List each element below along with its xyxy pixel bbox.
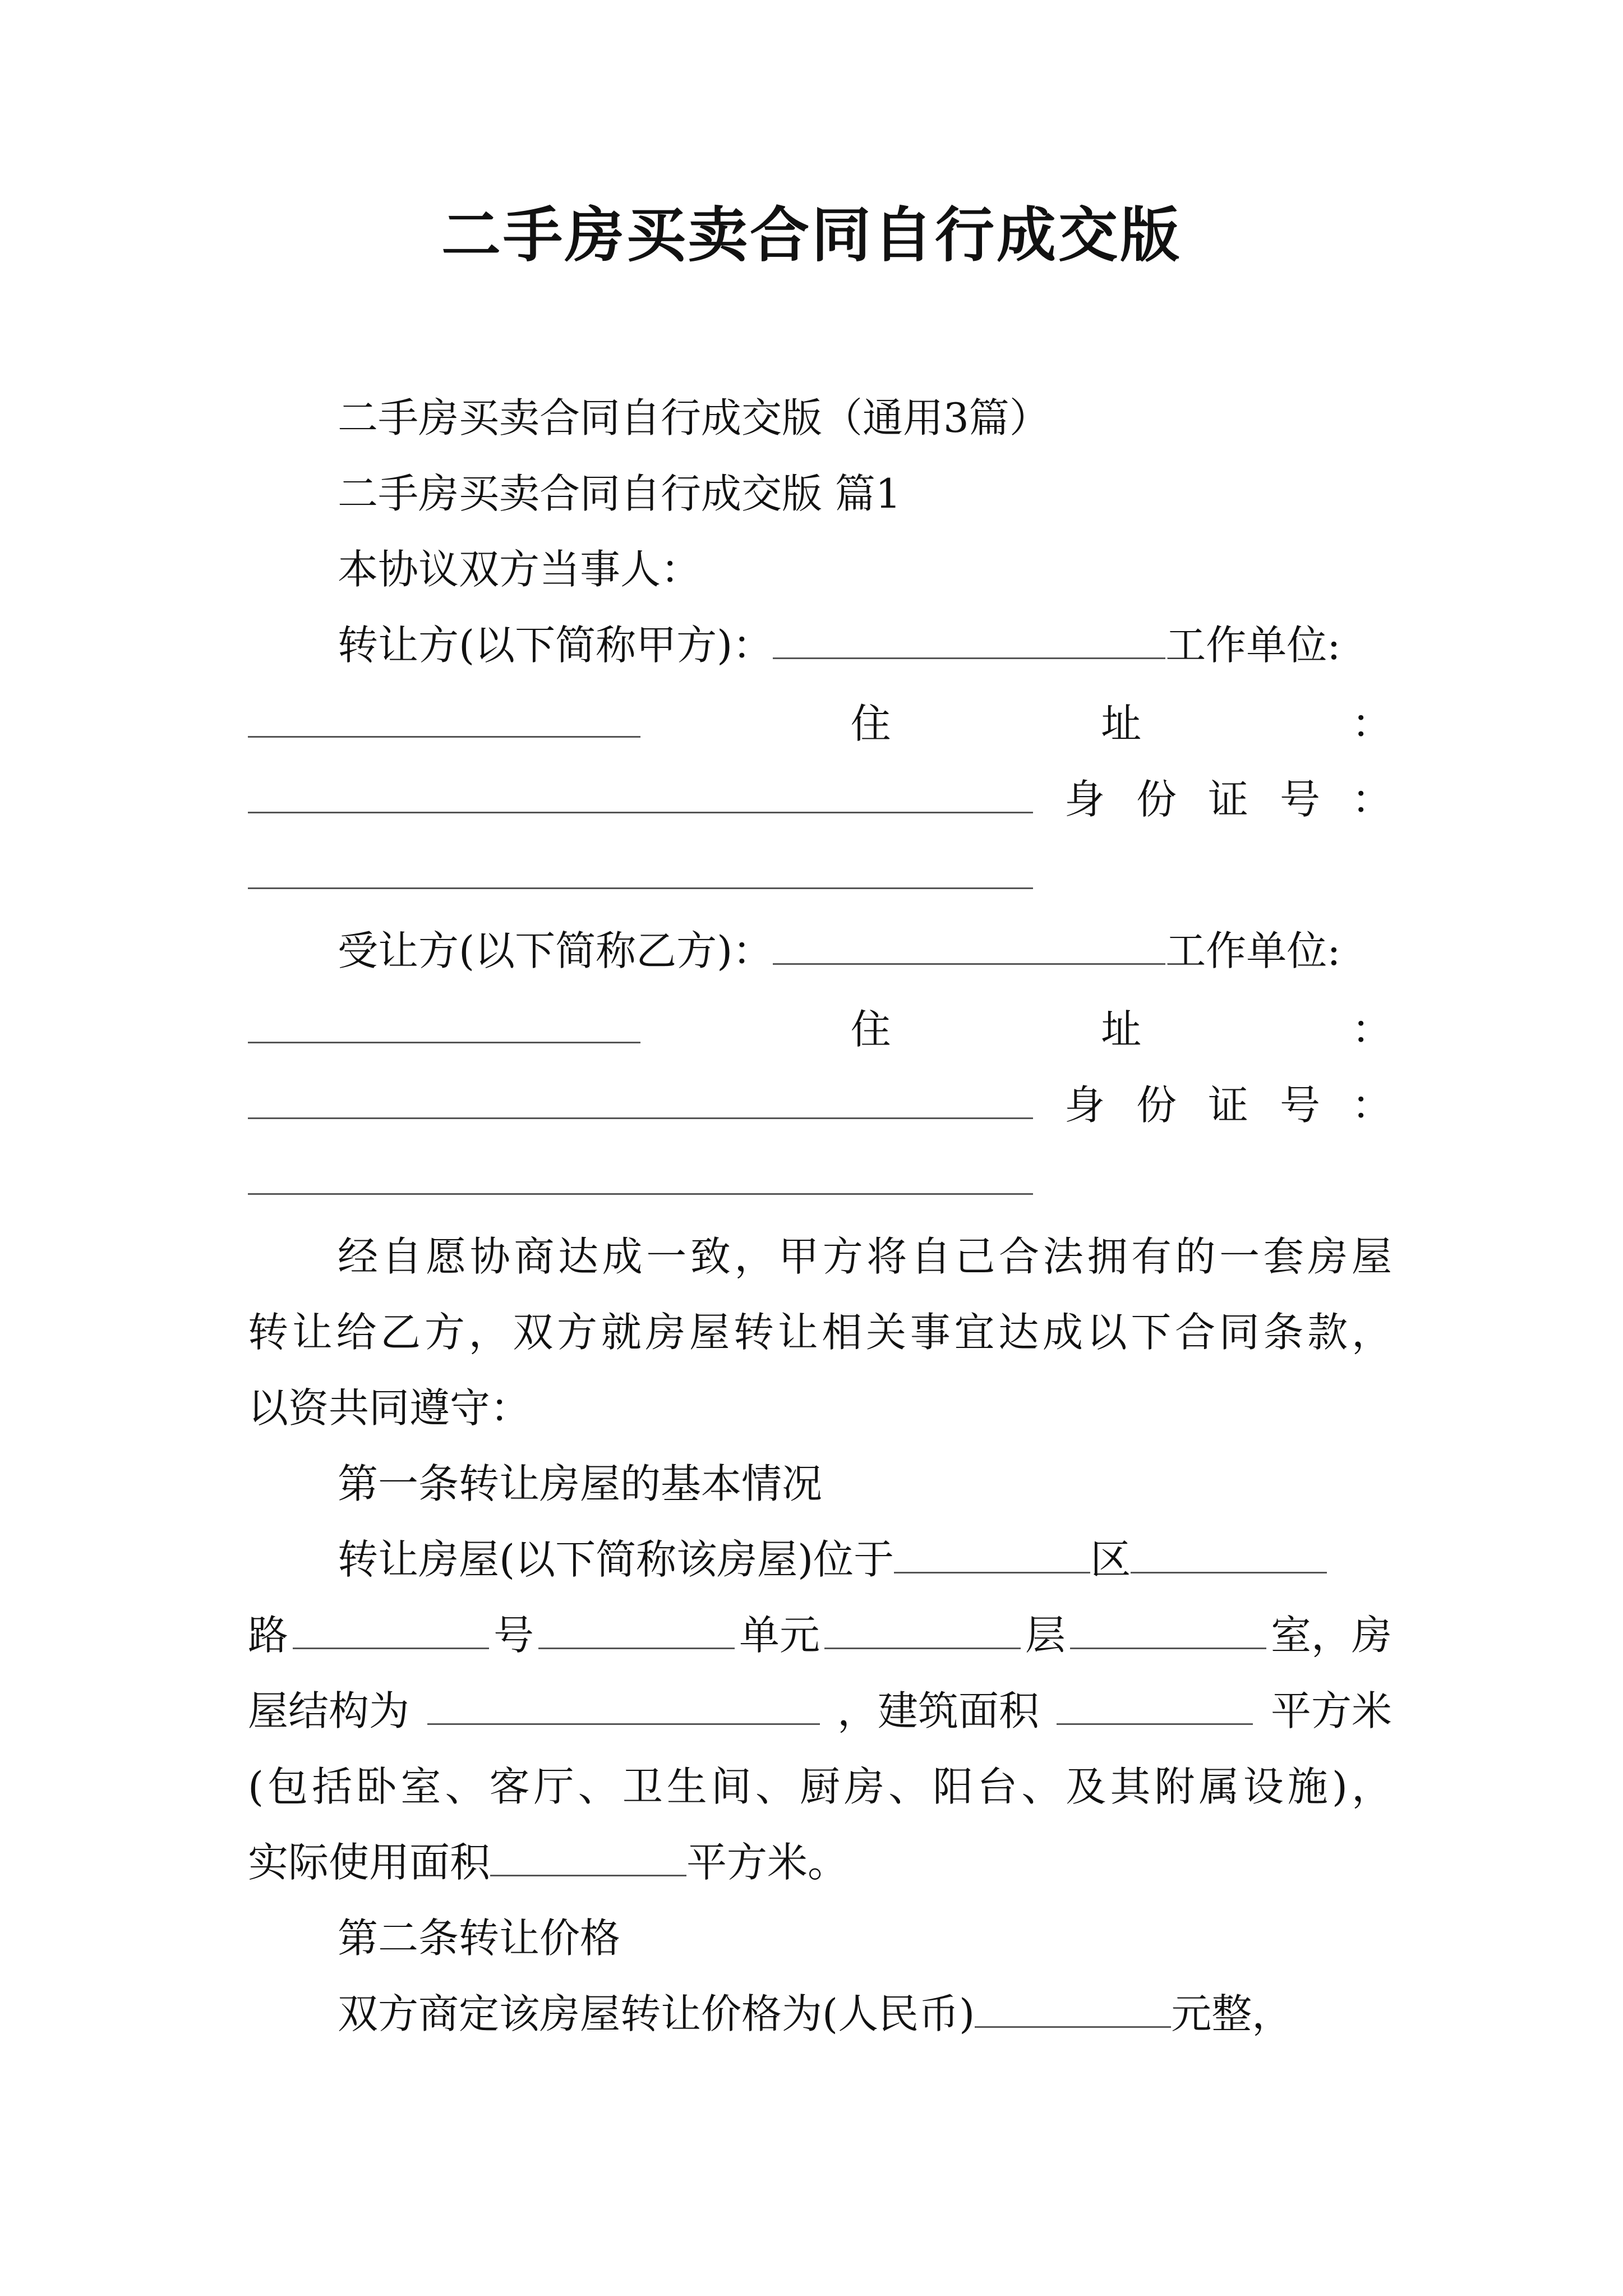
sqm-label: 平方米 — [1270, 1687, 1392, 1734]
transferee-name-blank[interactable] — [773, 915, 1165, 965]
room-blank[interactable] — [1070, 1599, 1266, 1649]
floor-blank[interactable] — [824, 1599, 1021, 1649]
transferor-address-line — [248, 684, 1392, 763]
unit-blank[interactable] — [538, 1599, 735, 1649]
usable-area-blank[interactable] — [490, 1826, 686, 1876]
transferor-address-blank[interactable] — [248, 763, 1033, 813]
number-label: 号 — [493, 1612, 534, 1659]
article2-price-line — [248, 1975, 1392, 2053]
usable-suffix: 平方米。 — [686, 1839, 849, 1886]
transferor-id-blank[interactable] — [248, 839, 1033, 889]
transferor-line — [248, 606, 1392, 684]
location-prefix: 转让房屋(以下简称该房屋)位于 — [338, 1536, 895, 1583]
address-colon: ： — [1351, 1006, 1392, 1053]
transferee-address-line — [248, 990, 1392, 1069]
transferee-work-unit-label: 工作单位: — [1165, 927, 1341, 974]
intro-line: 经自愿协商达成一致，甲方将自己合法拥有的一套房屋 — [338, 1233, 1392, 1280]
address-colon: ： — [1351, 700, 1392, 747]
id-char: 份 — [1136, 1082, 1177, 1129]
intro-line: 转让给乙方，双方就房屋转让相关事宜达成以下合同条款， — [248, 1309, 1392, 1356]
number-blank[interactable] — [293, 1599, 489, 1649]
area-prefix: ，建筑面积 — [837, 1687, 1039, 1734]
address-char: 住 — [850, 700, 891, 747]
district-label: 区 — [1090, 1536, 1131, 1583]
id-colon: ： — [1351, 1082, 1392, 1129]
transferor-label: 转让方(以下简称甲方)： — [338, 622, 773, 669]
part-heading: 二手房买卖合同自行成交版 篇1 — [338, 470, 901, 517]
usable-prefix: 实际使用面积 — [248, 1839, 491, 1886]
price-blank[interactable] — [975, 1978, 1171, 2028]
structure-prefix: 屋结构为 — [248, 1687, 410, 1734]
transferee-work-unit-blank[interactable] — [248, 993, 640, 1043]
id-char: 号 — [1279, 1082, 1320, 1129]
id-char: 份 — [1136, 776, 1177, 823]
road-label: 路 — [248, 1612, 289, 1659]
id-char: 号 — [1279, 776, 1320, 823]
transferor-work-unit-label: 工作单位: — [1165, 622, 1341, 669]
transferee-id-blank-line — [248, 1142, 1392, 1220]
transferee-label: 受让方(以下简称乙方)： — [338, 927, 773, 974]
address-char: 址 — [1101, 700, 1142, 747]
structure-blank[interactable] — [427, 1675, 820, 1725]
road-blank[interactable] — [1131, 1524, 1327, 1573]
article1-address-line — [248, 1596, 1392, 1674]
transferee-id-line — [248, 1066, 1392, 1144]
article1-includes-line: (包括卧室、客厅、卫生间、厨房、阳台、及其附属设施)， — [248, 1763, 1392, 1810]
transferor-id-blank-line — [248, 836, 1392, 914]
transferor-name-blank[interactable] — [773, 609, 1165, 659]
article1-location-line — [248, 1520, 1392, 1599]
article2-heading: 第二条转让价格 — [338, 1915, 621, 1962]
article1-usable-line — [248, 1823, 1392, 1902]
transferee-line — [248, 912, 1392, 990]
transferor-id-line — [248, 760, 1392, 839]
article1-structure-line — [248, 1672, 1392, 1750]
id-char: 证 — [1207, 1082, 1248, 1129]
id-char: 证 — [1207, 776, 1248, 823]
price-suffix: 元整， — [1171, 1990, 1293, 2037]
floor-label: 层 — [1025, 1612, 1066, 1659]
address-char: 址 — [1101, 1006, 1142, 1053]
address-char: 住 — [850, 1006, 891, 1053]
id-char: 身 — [1064, 776, 1105, 823]
price-prefix: 双方商定该房屋转让价格为(人民币) — [338, 1990, 975, 2037]
parties-intro: 本协议双方当事人： — [338, 546, 702, 593]
subtitle: 二手房买卖合同自行成交版（通用3篇） — [338, 394, 1050, 441]
id-char: 身 — [1064, 1082, 1105, 1129]
room-label: 室，房 — [1270, 1612, 1392, 1659]
intro-line: 以资共同遵守： — [248, 1384, 531, 1432]
transferor-work-unit-blank[interactable] — [248, 688, 640, 738]
article1-heading: 第一条转让房屋的基本情况 — [338, 1460, 823, 1507]
document-title: 二手房买卖合同自行成交版 — [441, 201, 1182, 270]
unit-label: 单元 — [739, 1612, 820, 1659]
transferee-id-blank[interactable] — [248, 1145, 1033, 1195]
transferee-address-blank[interactable] — [248, 1069, 1033, 1119]
area-blank[interactable] — [1057, 1675, 1253, 1725]
id-colon: ： — [1351, 776, 1392, 823]
district-blank[interactable] — [894, 1524, 1090, 1573]
